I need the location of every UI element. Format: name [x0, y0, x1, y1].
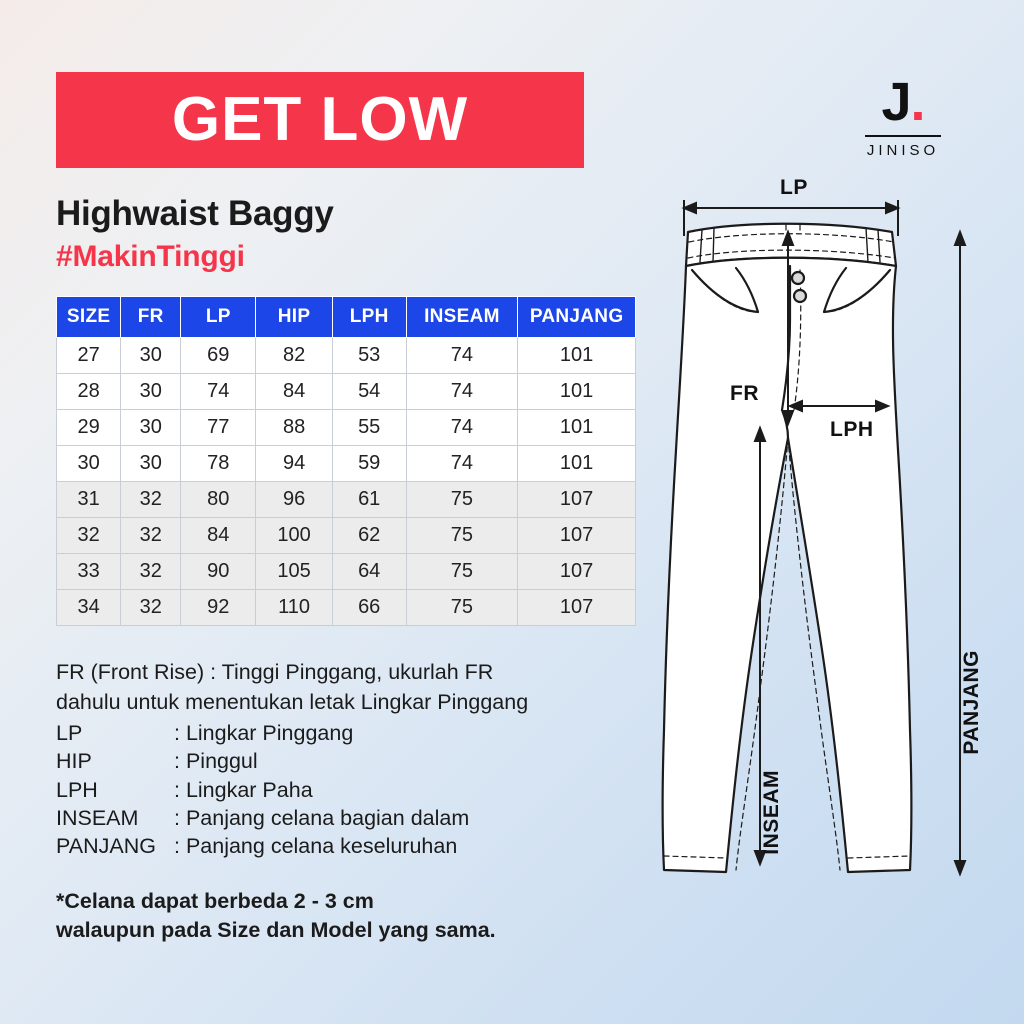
- cell-lp: 80: [181, 482, 256, 518]
- cell-size: 27: [57, 338, 121, 374]
- cell-size: 30: [57, 446, 121, 482]
- cell-panjang: 107: [518, 554, 636, 590]
- brand-letter: J: [881, 72, 911, 132]
- legend-lead-line1: FR (Front Rise) : Tinggi Pinggang, ukurlah FR: [56, 660, 494, 684]
- legend-key: LPH: [56, 777, 98, 802]
- column-header-fr: FR: [121, 297, 181, 338]
- note-line2: walaupun pada Size dan Model yang sama.: [56, 917, 496, 942]
- cell-fr: 32: [121, 590, 181, 626]
- column-header-inseam: INSEAM: [406, 297, 518, 338]
- cell-lp: 84: [181, 518, 256, 554]
- cell-hip: 88: [256, 410, 332, 446]
- cell-lp: 90: [181, 554, 256, 590]
- cell-size: 33: [57, 554, 121, 590]
- cell-inseam: 74: [406, 374, 518, 410]
- brand-divider: [865, 135, 941, 137]
- cell-lp: 69: [181, 338, 256, 374]
- table-row: [57, 554, 636, 590]
- cell-inseam: 74: [406, 410, 518, 446]
- cell-inseam: 75: [406, 554, 518, 590]
- campaign-hashtag: #MakinTinggi: [56, 240, 245, 273]
- cell-lp: 92: [181, 590, 256, 626]
- cell-hip: 82: [256, 338, 332, 374]
- legend-value: : Panjang celana keseluruhan: [174, 834, 458, 859]
- cell-hip: 94: [256, 446, 332, 482]
- legend-item: [56, 719, 656, 747]
- label-panjang: PANJANG: [960, 650, 983, 755]
- table-row: [57, 446, 636, 482]
- cell-inseam: 75: [406, 518, 518, 554]
- disclaimer-note: [56, 887, 656, 945]
- legend-item: [56, 747, 656, 775]
- cell-panjang: 101: [518, 410, 636, 446]
- cell-lp: 78: [181, 446, 256, 482]
- brand-monogram: [848, 72, 958, 132]
- legend-key: LP: [56, 720, 83, 745]
- column-header-hip: HIP: [256, 297, 332, 338]
- cell-fr: 30: [121, 446, 181, 482]
- cell-size: 34: [57, 590, 121, 626]
- cell-hip: 105: [256, 554, 332, 590]
- cell-panjang: 107: [518, 482, 636, 518]
- banner-title: GET LOW: [171, 85, 469, 154]
- cell-lph: 64: [332, 554, 406, 590]
- cell-lph: 61: [332, 482, 406, 518]
- cell-panjang: 107: [518, 518, 636, 554]
- label-lph: LPH: [830, 418, 874, 441]
- legend-key: PANJANG: [56, 834, 156, 859]
- cell-lph: 59: [332, 446, 406, 482]
- table-header-row: [57, 297, 636, 338]
- cell-size: 28: [57, 374, 121, 410]
- legend-item: [56, 776, 656, 804]
- legend-value: : Lingkar Pinggang: [174, 720, 354, 745]
- column-header-lph: LPH: [332, 297, 406, 338]
- legend-value: : Panjang celana bagian dalam: [174, 805, 470, 830]
- label-inseam: INSEAM: [760, 770, 783, 855]
- cell-lph: 55: [332, 410, 406, 446]
- cell-lph: 53: [332, 338, 406, 374]
- cell-panjang: 101: [518, 338, 636, 374]
- legend-value: : Lingkar Paha: [174, 777, 313, 802]
- product-subtitle: Highwaist Baggy: [56, 194, 334, 233]
- cell-fr: 32: [121, 482, 181, 518]
- brand-logo: [848, 72, 958, 159]
- cell-fr: 32: [121, 554, 181, 590]
- legend-lead-line2: dahulu untuk menentukan letak Lingkar Pinggang: [56, 690, 529, 715]
- label-lp: LP: [780, 176, 808, 199]
- legend-value: : Pinggul: [174, 749, 258, 774]
- legend-key: INSEAM: [56, 805, 139, 830]
- cell-lph: 54: [332, 374, 406, 410]
- column-header-panjang: PANJANG: [518, 297, 636, 338]
- brand-dot: .: [910, 72, 925, 132]
- cell-inseam: 75: [406, 482, 518, 518]
- cell-lp: 74: [181, 374, 256, 410]
- cell-size: 32: [57, 518, 121, 554]
- cell-fr: 30: [121, 410, 181, 446]
- cell-fr: 32: [121, 518, 181, 554]
- cell-inseam: 74: [406, 446, 518, 482]
- cell-panjang: 101: [518, 446, 636, 482]
- cell-hip: 96: [256, 482, 332, 518]
- table-row: [57, 338, 636, 374]
- legend-block: [56, 658, 656, 861]
- cell-panjang: 101: [518, 374, 636, 410]
- jeans-illustration: [640, 170, 1024, 930]
- cell-panjang: 107: [518, 590, 636, 626]
- cell-hip: 100: [256, 518, 332, 554]
- legend-item: [56, 832, 656, 860]
- legend-key: HIP: [56, 749, 92, 774]
- cell-inseam: 75: [406, 590, 518, 626]
- size-table-wrapper: [56, 296, 636, 626]
- get-low-banner: [56, 72, 584, 168]
- cell-size: 29: [57, 410, 121, 446]
- jeans-drawing: [640, 170, 1024, 930]
- left-column: [56, 72, 656, 945]
- label-fr: FR: [730, 382, 759, 405]
- cell-hip: 110: [256, 590, 332, 626]
- cell-size: 31: [57, 482, 121, 518]
- cell-lp: 77: [181, 410, 256, 446]
- table-row: [57, 518, 636, 554]
- cell-lph: 66: [332, 590, 406, 626]
- brand-name: JINISO: [866, 141, 940, 159]
- cell-lph: 62: [332, 518, 406, 554]
- note-line1: *Celana dapat berbeda 2 - 3 cm: [56, 888, 374, 913]
- table-row: [57, 410, 636, 446]
- cell-fr: 30: [121, 338, 181, 374]
- table-row: [57, 374, 636, 410]
- cell-hip: 84: [256, 374, 332, 410]
- legend-item: [56, 804, 656, 832]
- column-header-lp: LP: [181, 297, 256, 338]
- column-header-size: SIZE: [57, 297, 121, 338]
- table-row: [57, 482, 636, 518]
- table-row: [57, 590, 636, 626]
- cell-fr: 30: [121, 374, 181, 410]
- size-table: [56, 296, 636, 626]
- cell-inseam: 74: [406, 338, 518, 374]
